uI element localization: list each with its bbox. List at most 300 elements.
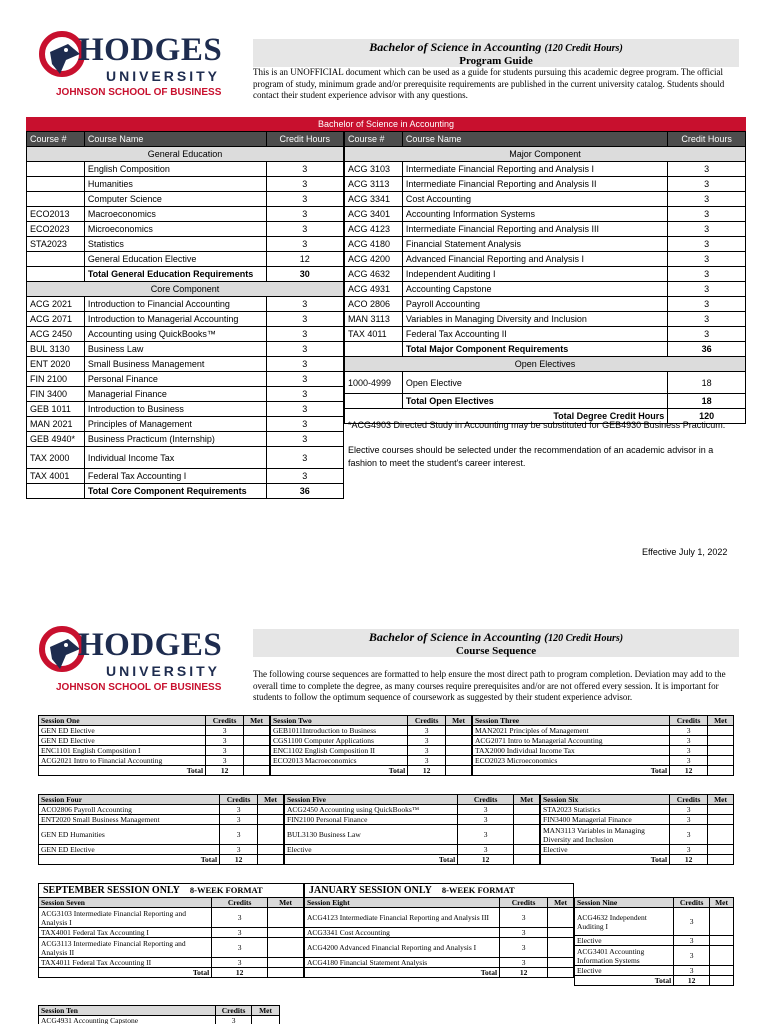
credit-hours: 3 — [668, 252, 746, 267]
course-number: STA2023 — [27, 237, 85, 252]
met-checkbox[interactable] — [710, 936, 734, 946]
course-number: ACO 2806 — [345, 297, 403, 312]
course-name: ACG3103 Intermediate Financial Reporting and Analysis I — [39, 908, 212, 928]
total-row — [27, 267, 344, 282]
credit-hours: 3 — [668, 192, 746, 207]
total-value: 12 — [220, 855, 258, 865]
session-name: Session Seven — [39, 898, 212, 908]
session-table — [38, 1005, 280, 1024]
table-row — [39, 928, 304, 938]
total-label: Total — [473, 766, 670, 776]
sequence-title: Bachelor of Science in Accounting (120 Credit Hours) — [368, 630, 624, 644]
credit-hours: 3 — [266, 402, 343, 417]
credits: 3 — [206, 736, 244, 746]
course-name: Managerial Finance — [84, 387, 266, 402]
total-row — [285, 855, 540, 865]
total-row — [39, 968, 304, 978]
course-name: Intermediate Financial Reporting and Analysis II — [402, 177, 667, 192]
total-label: Total Major Component Requirements — [402, 342, 667, 357]
course-name: Macroeconomics — [84, 207, 266, 222]
guide-title: Bachelor of Science in Accounting (120 Credit Hours) — [369, 40, 623, 54]
credits: 3 — [670, 736, 708, 746]
credits: 3 — [500, 958, 548, 968]
credit-hours: 12 — [266, 252, 343, 267]
table-row — [27, 237, 344, 252]
credit-hours: 3 — [668, 237, 746, 252]
met-header: Met — [252, 1006, 280, 1016]
course-name: Federal Tax Accounting I — [84, 469, 266, 484]
course-name: Open Elective — [402, 372, 667, 394]
session-table — [284, 794, 540, 865]
course-name: MAN3113 Variables in Managing Diversity and Inclusion — [541, 825, 670, 845]
met-checkbox[interactable] — [268, 928, 304, 938]
table-row — [285, 805, 540, 815]
table-row — [39, 825, 284, 845]
total-value: 12 — [206, 766, 244, 776]
guide-banner: Bachelor of Science in Accounting — [26, 117, 746, 131]
empty-cell — [27, 484, 85, 499]
course-number: ACG 4180 — [345, 237, 403, 252]
met-checkbox[interactable] — [258, 845, 284, 855]
course-number: FIN 3400 — [27, 387, 85, 402]
met-checkbox[interactable] — [710, 946, 734, 966]
credits: 3 — [500, 908, 548, 928]
course-number: ACG 2450 — [27, 327, 85, 342]
credits: 3 — [670, 756, 708, 766]
credits: 3 — [458, 845, 514, 855]
session-header-row — [39, 716, 270, 726]
met-checkbox[interactable] — [244, 736, 270, 746]
session-header-row — [473, 716, 734, 726]
column-header: Credit Hours — [668, 132, 746, 147]
session-name: Session Two — [271, 716, 408, 726]
table-row — [271, 736, 472, 746]
logo-wordmark: HODGES — [78, 627, 223, 663]
table-row — [473, 756, 734, 766]
empty-cell — [345, 342, 403, 357]
table-row — [305, 958, 574, 968]
table-row — [473, 746, 734, 756]
section-title: Major Component — [345, 147, 746, 162]
credits: 3 — [212, 928, 268, 938]
course-name: GEN ED Elective — [39, 726, 206, 736]
table-row — [345, 267, 746, 282]
credit-hours: 3 — [266, 327, 343, 342]
credits: 3 — [500, 928, 548, 938]
total-row — [271, 766, 472, 776]
credits: 3 — [206, 756, 244, 766]
guide-title-box — [253, 39, 739, 67]
table-row — [345, 222, 746, 237]
course-number: MAN 3113 — [345, 312, 403, 327]
met-checkbox[interactable] — [708, 815, 734, 825]
course-number: ACG 4632 — [345, 267, 403, 282]
course-name: Business Practicum (Internship) — [84, 432, 266, 447]
credits: 3 — [220, 815, 258, 825]
met-checkbox[interactable] — [446, 726, 472, 736]
met-checkbox[interactable] — [268, 908, 304, 928]
credits-header: Credits — [206, 716, 244, 726]
course-number: ENT 2020 — [27, 357, 85, 372]
session-header-row — [575, 898, 734, 908]
course-name: ACG4632 Independent Auditing I — [575, 908, 674, 936]
course-name: ACG4123 Intermediate Financial Reporting and Analysis III — [305, 908, 500, 928]
hodges-logo — [36, 30, 251, 105]
table-row — [345, 312, 746, 327]
course-name: CGS1100 Computer Applications — [271, 736, 408, 746]
session-header-row — [39, 1006, 280, 1016]
table-header-row — [27, 132, 344, 147]
met-checkbox[interactable] — [708, 825, 734, 845]
course-name: ACG3401 Accounting Information Systems — [575, 946, 674, 966]
table-row — [39, 958, 304, 968]
table-row — [27, 372, 344, 387]
met-header: Met — [446, 716, 472, 726]
course-name: MAN2021 Principles of Management — [473, 726, 670, 736]
session-name: Session Six — [541, 795, 670, 805]
course-number: ACG 3401 — [345, 207, 403, 222]
logo-school: JOHNSON SCHOOL OF BUSINESS — [56, 682, 222, 693]
credit-hours: 3 — [266, 357, 343, 372]
met-checkbox[interactable] — [548, 958, 574, 968]
total-value: 12 — [674, 976, 710, 986]
guide-right-table — [344, 131, 746, 424]
session-name: Session Four — [39, 795, 220, 805]
course-name: Statistics — [84, 237, 266, 252]
course-name: Computer Science — [84, 192, 266, 207]
column-header: Course Name — [84, 132, 266, 147]
credit-hours: 3 — [668, 162, 746, 177]
session-name: Session Ten — [39, 1006, 216, 1016]
table-row — [27, 342, 344, 357]
column-header: Course # — [27, 132, 85, 147]
met-checkbox[interactable] — [548, 938, 574, 958]
course-number — [27, 162, 85, 177]
credit-hours: 3 — [668, 312, 746, 327]
table-row — [285, 825, 540, 845]
credits: 3 — [220, 845, 258, 855]
guide-left-table — [26, 131, 344, 499]
empty-cell — [244, 766, 270, 776]
met-checkbox[interactable] — [244, 726, 270, 736]
table-header-row — [345, 132, 746, 147]
met-checkbox[interactable] — [708, 736, 734, 746]
course-name: ACG4180 Financial Statement Analysis — [305, 958, 500, 968]
total-row — [39, 766, 270, 776]
met-header: Met — [708, 716, 734, 726]
table-row — [305, 928, 574, 938]
table-row — [39, 726, 270, 736]
column-header: Credit Hours — [266, 132, 343, 147]
credit-hours: 3 — [266, 162, 343, 177]
total-value: 12 — [670, 766, 708, 776]
table-row — [575, 966, 734, 976]
session-name: Session One — [39, 716, 206, 726]
table-row — [345, 177, 746, 192]
met-checkbox[interactable] — [268, 958, 304, 968]
course-name: BUL3130 Business Law — [285, 825, 458, 845]
met-checkbox[interactable] — [258, 815, 284, 825]
met-checkbox[interactable] — [514, 845, 540, 855]
course-name: Cost Accounting — [402, 192, 667, 207]
course-name: ACG3113 Intermediate Financial Reporting and Analysis II — [39, 938, 212, 958]
section-title: Core Component — [27, 282, 344, 297]
table-row — [345, 207, 746, 222]
credit-hours: 3 — [266, 372, 343, 387]
course-name: GEN ED Elective — [39, 736, 206, 746]
credit-hours: 3 — [668, 327, 746, 342]
table-row — [39, 815, 284, 825]
met-header: Met — [244, 716, 270, 726]
course-name: TAX4011 Federal Tax Accounting II — [39, 958, 212, 968]
credit-hours: 3 — [668, 267, 746, 282]
total-label: Total — [575, 976, 674, 986]
course-name: Principles of Management — [84, 417, 266, 432]
met-header: Met — [268, 898, 304, 908]
course-name: Personal Finance — [84, 372, 266, 387]
course-number — [27, 192, 85, 207]
table-row — [27, 222, 344, 237]
credits-header: Credits — [216, 1006, 252, 1016]
table-row — [345, 327, 746, 342]
course-name: Introduction to Financial Accounting — [84, 297, 266, 312]
session-table — [540, 794, 734, 865]
course-name: Accounting Information Systems — [402, 207, 667, 222]
credits: 3 — [220, 825, 258, 845]
course-number: ACG 2021 — [27, 297, 85, 312]
met-checkbox[interactable] — [244, 756, 270, 766]
credits: 3 — [212, 908, 268, 928]
credits: 3 — [670, 726, 708, 736]
credit-hours: 3 — [266, 297, 343, 312]
table-row — [39, 908, 304, 928]
table-row — [39, 736, 270, 746]
total-value: 36 — [266, 484, 343, 499]
credits-header: Credits — [212, 898, 268, 908]
met-checkbox[interactable] — [446, 746, 472, 756]
course-name: ACG3341 Cost Accounting — [305, 928, 500, 938]
table-row — [575, 908, 734, 936]
empty-cell — [514, 855, 540, 865]
logo-school: JOHNSON SCHOOL OF BUSINESS — [56, 87, 222, 98]
credits: 3 — [674, 908, 710, 936]
session-table — [38, 794, 284, 865]
course-name: Elective — [541, 845, 670, 855]
table-row — [541, 845, 734, 855]
total-row — [345, 342, 746, 357]
session-table — [270, 715, 472, 776]
total-value: 120 — [668, 409, 746, 424]
session-header-row — [305, 898, 574, 908]
credits: 3 — [212, 958, 268, 968]
credit-hours: 18 — [668, 372, 746, 394]
credits-header: Credits — [674, 898, 710, 908]
table-row — [345, 192, 746, 207]
credits-header: Credits — [500, 898, 548, 908]
course-name: General Education Elective — [84, 252, 266, 267]
met-checkbox[interactable] — [548, 928, 574, 938]
credits: 3 — [408, 726, 446, 736]
empty-cell — [268, 968, 304, 978]
met-checkbox[interactable] — [258, 825, 284, 845]
empty-cell — [548, 968, 574, 978]
table-row — [345, 162, 746, 177]
met-checkbox[interactable] — [514, 815, 540, 825]
credits: 3 — [408, 756, 446, 766]
table-row — [27, 469, 344, 484]
course-number — [27, 252, 85, 267]
course-name: ACG2450 Accounting using QuickBooks™ — [285, 805, 458, 815]
course-number: FIN 2100 — [27, 372, 85, 387]
credit-hours: 3 — [266, 192, 343, 207]
credits: 3 — [458, 815, 514, 825]
credits: 3 — [674, 946, 710, 966]
credits: 3 — [408, 736, 446, 746]
credits: 3 — [408, 746, 446, 756]
session-name: Session Nine — [575, 898, 674, 908]
met-header: Met — [710, 898, 734, 908]
total-value: 18 — [668, 394, 746, 409]
table-row — [27, 357, 344, 372]
course-name: ACO2806 Payroll Accounting — [39, 805, 220, 815]
course-number: ECO2023 — [27, 222, 85, 237]
logo-university: UNIVERSITY — [106, 68, 221, 84]
empty-cell — [258, 855, 284, 865]
credit-hours: 3 — [266, 342, 343, 357]
total-row — [473, 766, 734, 776]
note-electives: Elective courses should be selected under the recommendation of an academic advisor in a fashion to meet the student's career interest. — [348, 445, 714, 468]
course-name: STA2023 Statistics — [541, 805, 670, 815]
met-checkbox[interactable] — [446, 756, 472, 766]
table-row — [305, 938, 574, 958]
met-header: Met — [548, 898, 574, 908]
course-name: ENT2020 Small Business Management — [39, 815, 220, 825]
met-header: Met — [258, 795, 284, 805]
course-name: Federal Tax Accounting II — [402, 327, 667, 342]
met-checkbox[interactable] — [258, 805, 284, 815]
total-label: Total — [285, 855, 458, 865]
course-number: ACG 3103 — [345, 162, 403, 177]
course-number: ECO2013 — [27, 207, 85, 222]
total-value: 36 — [668, 342, 746, 357]
credits-header: Credits — [670, 795, 708, 805]
course-name: ACG2071 Intro to Managerial Accounting — [473, 736, 670, 746]
session-table — [472, 715, 734, 776]
course-name: Advanced Financial Reporting and Analysis I — [402, 252, 667, 267]
total-label: Total Open Electives — [402, 394, 667, 409]
credit-hours: 3 — [266, 469, 343, 484]
course-name: ACG2021 Intro to Financial Accounting — [39, 756, 206, 766]
credits: 3 — [220, 805, 258, 815]
met-checkbox[interactable] — [708, 805, 734, 815]
course-number: ACG 4200 — [345, 252, 403, 267]
course-name: ACG4931 Accounting Capstone — [39, 1016, 216, 1024]
met-checkbox[interactable] — [268, 938, 304, 958]
course-name: ECO2013 Macroeconomics — [271, 756, 408, 766]
table-row — [345, 252, 746, 267]
total-value: 12 — [670, 855, 708, 865]
course-number: TAX 4001 — [27, 469, 85, 484]
table-row — [345, 237, 746, 252]
met-checkbox[interactable] — [708, 845, 734, 855]
table-row — [27, 417, 344, 432]
empty-cell — [345, 394, 403, 409]
session-header-row — [39, 898, 304, 908]
course-name: Independent Auditing I — [402, 267, 667, 282]
course-name: ACG4200 Advanced Financial Reporting and Analysis I — [305, 938, 500, 958]
credit-hours: 3 — [668, 297, 746, 312]
total-label: Total Core Component Requirements — [84, 484, 266, 499]
table-row — [345, 282, 746, 297]
section-title: General Education — [27, 147, 344, 162]
course-name: FIN3400 Managerial Finance — [541, 815, 670, 825]
credit-hours: 3 — [668, 177, 746, 192]
credit-hours: 3 — [668, 282, 746, 297]
course-name: Small Business Management — [84, 357, 266, 372]
course-name: Humanities — [84, 177, 266, 192]
course-number: 1000-4999 — [345, 372, 403, 394]
table-row — [27, 177, 344, 192]
met-checkbox[interactable] — [708, 756, 734, 766]
table-row — [541, 815, 734, 825]
table-row — [541, 805, 734, 815]
session-name: Session Eight — [305, 898, 500, 908]
met-checkbox[interactable] — [514, 825, 540, 845]
course-number: BUL 3130 — [27, 342, 85, 357]
met-checkbox[interactable] — [710, 966, 734, 976]
met-checkbox[interactable] — [708, 746, 734, 756]
met-checkbox[interactable] — [708, 726, 734, 736]
course-name: Elective — [285, 845, 458, 855]
credits: 3 — [458, 825, 514, 845]
met-checkbox[interactable] — [548, 908, 574, 928]
table-row — [27, 447, 344, 469]
course-name: Accounting Capstone — [402, 282, 667, 297]
credits: 3 — [500, 938, 548, 958]
table-row — [285, 815, 540, 825]
met-checkbox[interactable] — [446, 736, 472, 746]
table-row — [575, 946, 734, 966]
guide-intro: This is an UNOFFICIAL document which can be used as a guide for students pursuing this academic degree program. The official program of study, minimum grade and/or prerequisite requirements are published in the current university catalog. Students should contact their student experience advisor with any questions. — [253, 67, 725, 100]
table-row — [27, 432, 344, 447]
course-number: ACG 3341 — [345, 192, 403, 207]
met-checkbox[interactable] — [252, 1016, 280, 1024]
logo-university: UNIVERSITY — [106, 663, 221, 679]
total-value: 12 — [458, 855, 514, 865]
total-value: 12 — [408, 766, 446, 776]
section-header-row — [27, 147, 344, 162]
total-label: Total — [39, 968, 212, 978]
session-header-row — [271, 716, 472, 726]
total-row — [575, 976, 734, 986]
credit-hours: 3 — [266, 207, 343, 222]
table-row — [541, 825, 734, 845]
met-checkbox[interactable] — [710, 908, 734, 936]
met-checkbox[interactable] — [514, 805, 540, 815]
effective-date: Effective July 1, 2022 — [642, 547, 728, 557]
credits: 3 — [674, 936, 710, 946]
sequence-intro: The following course sequences are formatted to help ensure the most direct path to program completion. Deviation may add to the overall time to complete the degree, as many courses require prerequisites and/or are not offered every session. It is important for students to follow the optimum sequence of coursework as suggested by their student experience advisor. — [253, 669, 726, 702]
session-table — [38, 897, 304, 978]
met-checkbox[interactable] — [244, 746, 270, 756]
credits: 3 — [670, 805, 708, 815]
course-name: Microeconomics — [84, 222, 266, 237]
column-header: Course # — [345, 132, 403, 147]
credits-header: Credits — [220, 795, 258, 805]
credits: 3 — [670, 746, 708, 756]
met-header: Met — [514, 795, 540, 805]
january-only-label: JANUARY SESSION ONLY 8-WEEK FORMAT — [304, 883, 574, 897]
